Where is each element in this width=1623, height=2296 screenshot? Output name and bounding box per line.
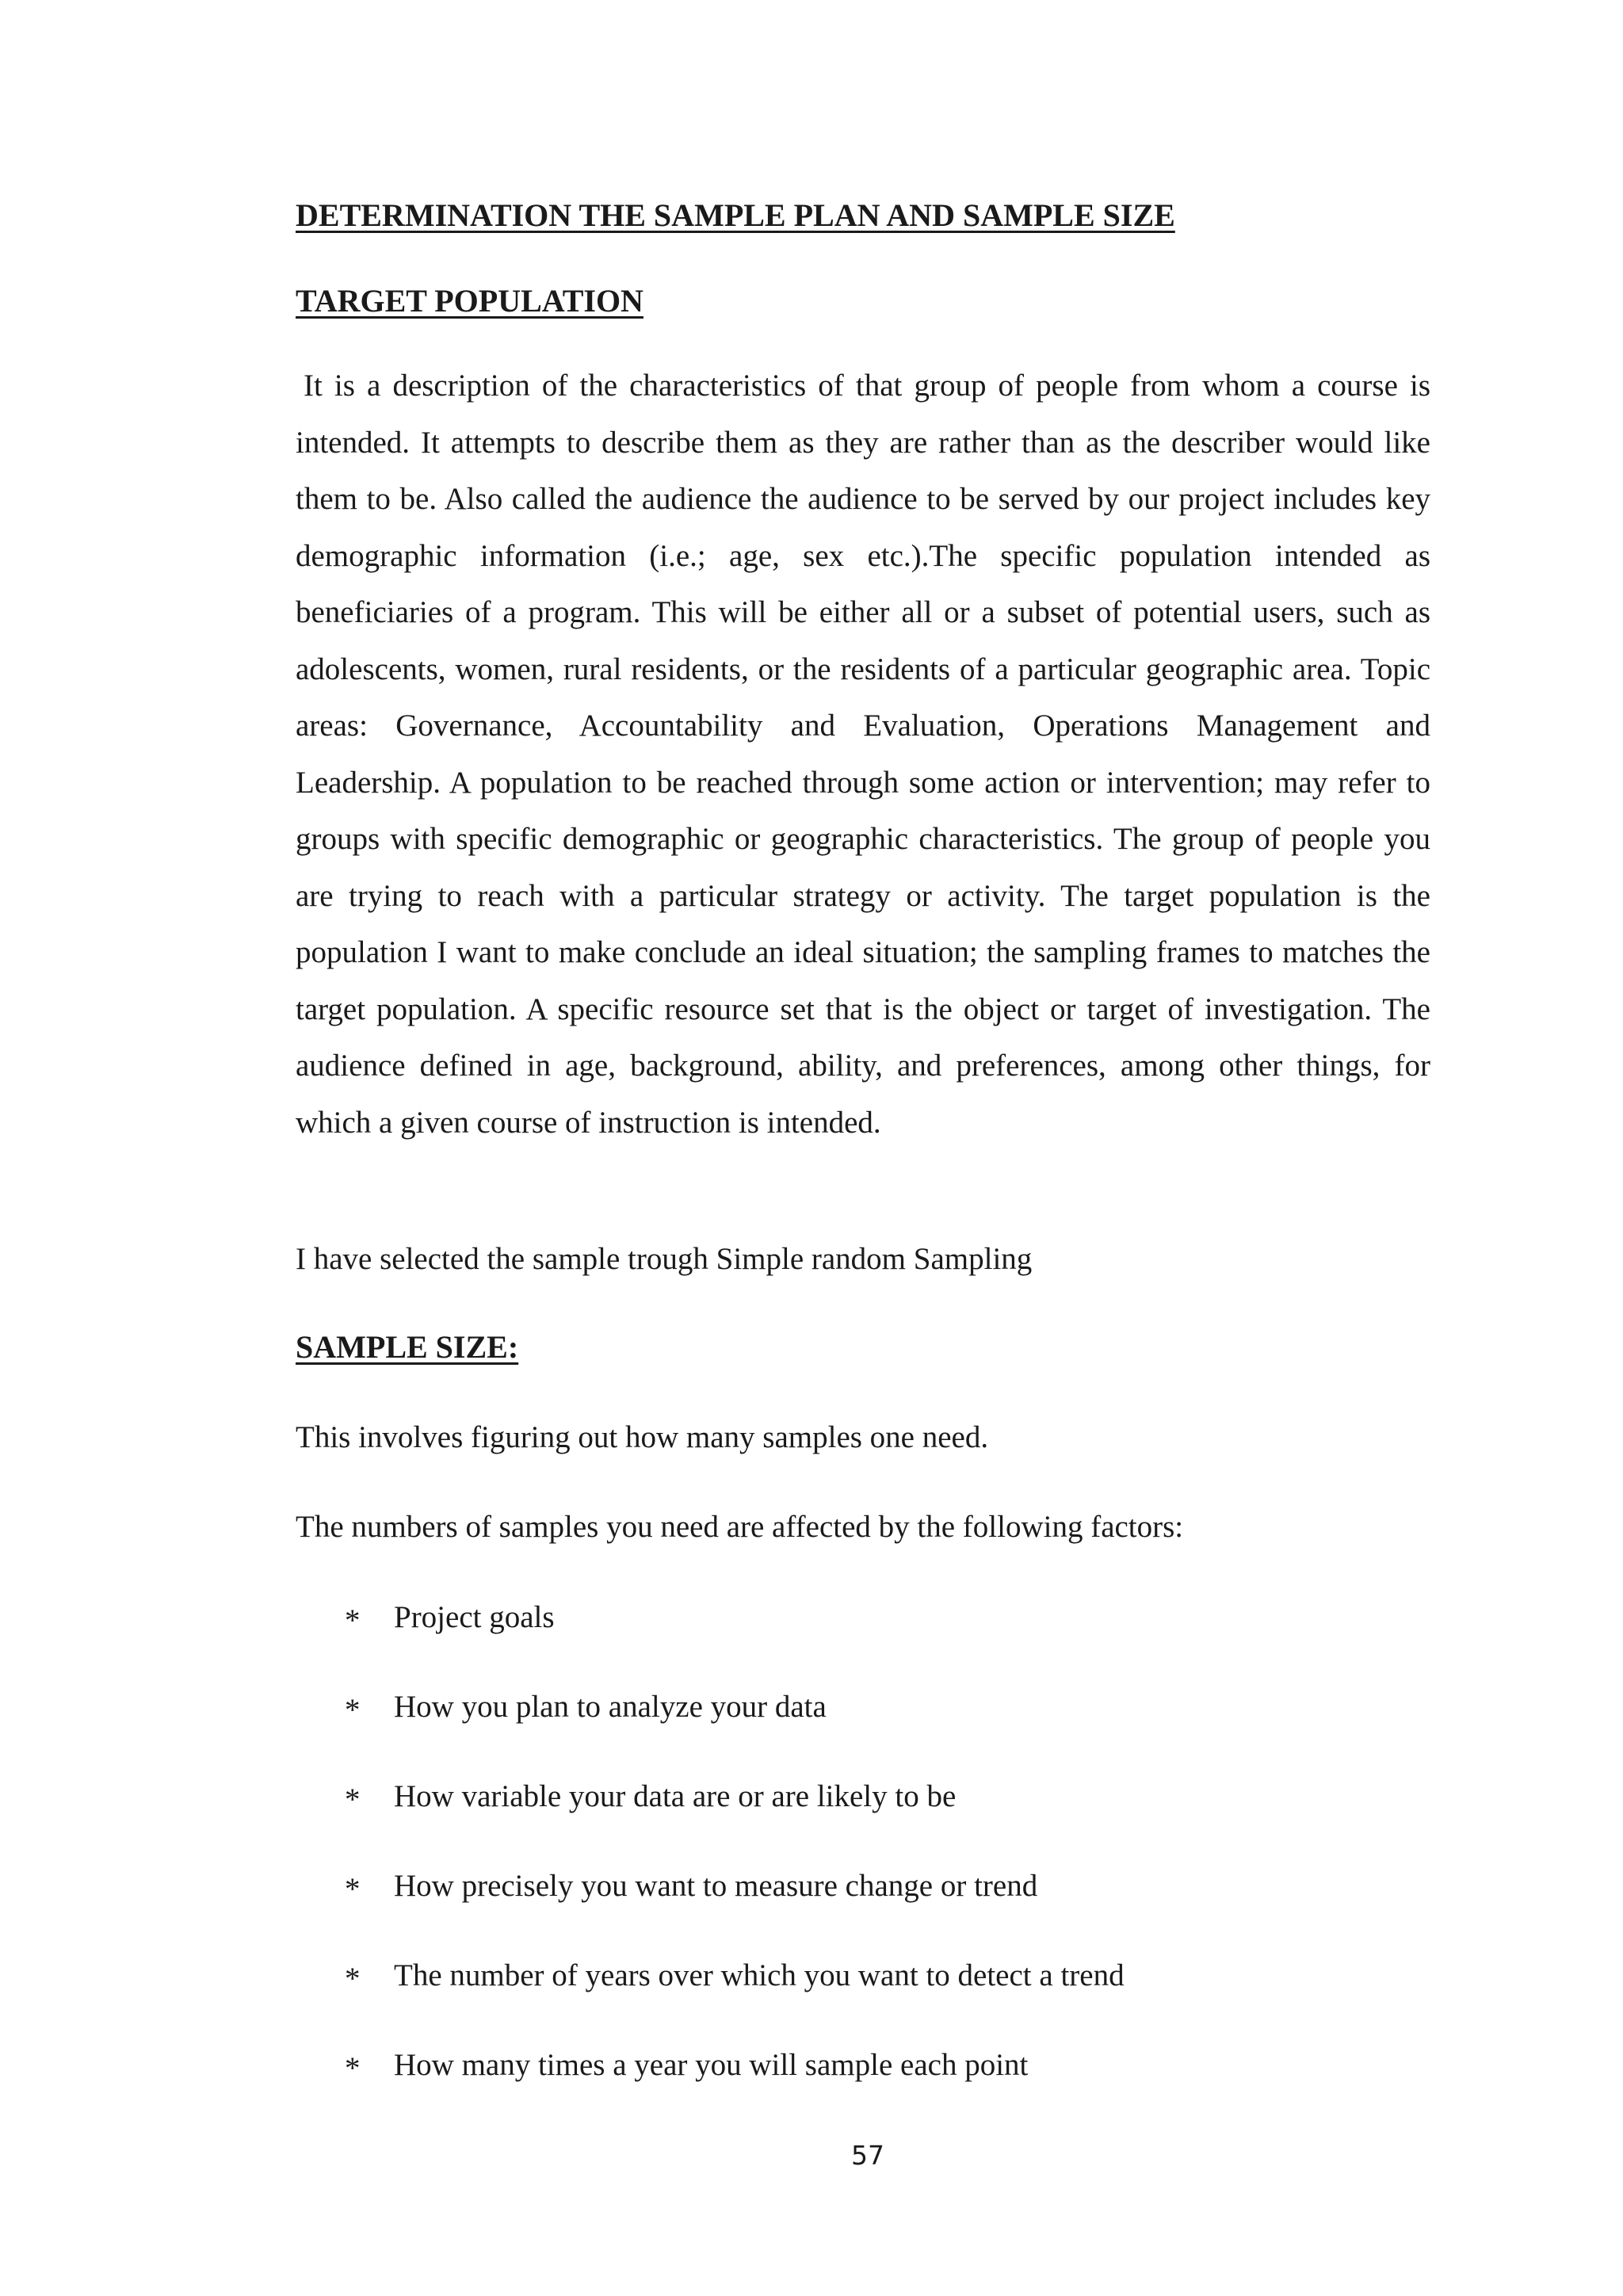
section-heading-sample-size: SAMPLE SIZE: [296, 1329, 519, 1365]
bullet-marker: * [345, 1872, 361, 1906]
list-item-text: How many times a year you will sample each point [394, 2048, 1029, 2082]
list-item-text: How variable your data are or are likely to be [394, 1779, 957, 1813]
bullet-marker: * [345, 1962, 361, 1996]
list-item-text: How you plan to analyze your data [394, 1690, 827, 1724]
factors-intro: The numbers of samples you need are affected by the following factors: [296, 1510, 1184, 1544]
target-population-paragraph: It is a description of the characteristics of that group of people from whom a course is intended. It attempts to describe them as they are rather than as the describer would like them to be. Also called the audience the audience to be served by our project includes key demographic information (i.e.; age, sex etc.).The specific population intended as beneficiaries of a program. This will be either all or a subset of potential users, such as adolescents, women, rural residents, or the residents of a particular geographic area. Topic areas: Governance, Accountability and Evaluation, Operations Management and Leadership. A population to be reached through some action or intervention; may refer to groups with specific demographic or geographic characteristics. The group of people you are trying to reach with a particular strategy or activity. The target population is the population I want to make conclude an ideal situation; the sampling frames to matches the target population. A specific resource set that is the object or target of investigation. The audience defined in age, background, ability, and preferences, among other things, for which a given course of instruction is intended. [296, 369, 1430, 1140]
section-heading-target-population: TARGET POPULATION [296, 283, 643, 319]
bullet-marker: * [345, 1693, 361, 1727]
list-item-text: How precisely you want to measure change or trend [394, 1869, 1038, 1903]
document-title: DETERMINATION THE SAMPLE PLAN AND SAMPLE SIZE [296, 197, 1175, 233]
list-item-text: Project goals [394, 1600, 555, 1634]
list-item-text: The number of years over which you want to detect a trend [394, 1958, 1125, 1992]
bullet-marker: * [345, 1603, 361, 1637]
bullet-marker: * [345, 2051, 361, 2085]
sample-selection-note: I have selected the sample trough Simple random Sampling [296, 1242, 1033, 1276]
bullet-marker: * [345, 1782, 361, 1817]
sample-size-intro: This involves figuring out how many samples one need. [296, 1420, 989, 1454]
page-number: 57 [851, 2140, 884, 2171]
